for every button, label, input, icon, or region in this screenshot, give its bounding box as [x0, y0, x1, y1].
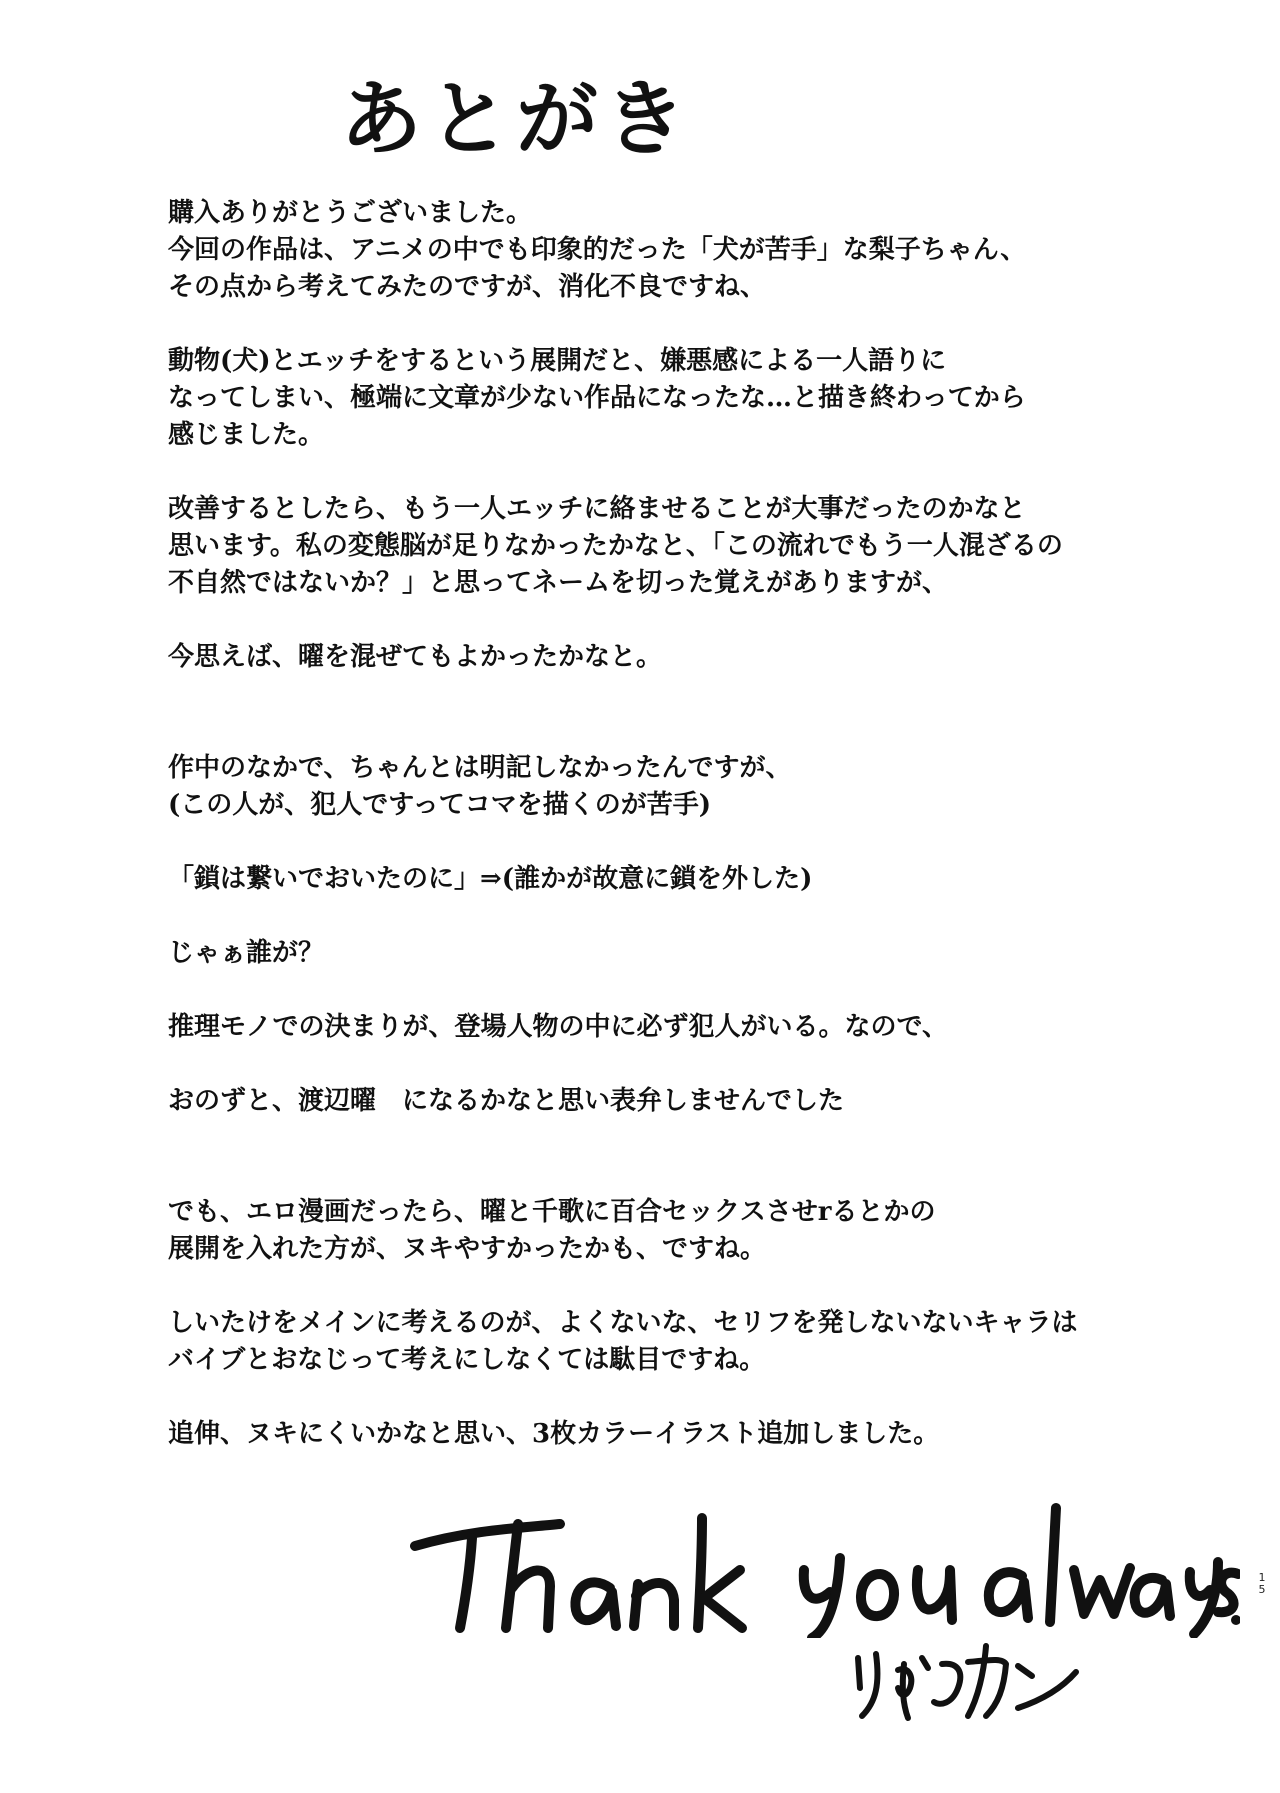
paragraph-chain-quote [168, 861, 1168, 898]
text-line: でも、エロ漫画だったら、曜と千歌に百合セックスさせrるとかの [168, 1197, 936, 1227]
text-line: 追伸、ヌキにくいかなと思い、3枚カラーイラスト追加しました。 [168, 1419, 940, 1449]
text-line: 今思えば、曜を混ぜてもよかったかなと。 [168, 642, 663, 672]
text-line: 不自然ではないか？」と思ってネームを切った覚えがありますが、 [168, 568, 949, 598]
text-line: 感じました。 [168, 420, 325, 450]
paragraph-shiitake [168, 1305, 1168, 1379]
paragraph-development [168, 343, 1168, 454]
paragraph-question [168, 935, 1168, 972]
text-line: 作中のなかで、ちゃんとは明記しなかったんですが、 [168, 753, 792, 783]
paragraph-conclusion [168, 1083, 1168, 1120]
afterword-body [168, 195, 1168, 1453]
text-line: 展開を入れた方が、ヌキやすかったかも、ですね。 [168, 1234, 767, 1264]
text-line: その点から考えてみたのですが、消化不良ですね、 [168, 272, 767, 302]
text-line: しいたけをメインに考えるのが、よくないな、セリフを発しないないキャラは [168, 1308, 1078, 1338]
text-line: 今回の作品は、アニメの中でも印象的だった「犬が苦手」な梨子ちゃん、 [168, 235, 1027, 265]
text-line: バイブとおなじって考えにしなくては駄目ですね。 [168, 1345, 766, 1375]
paragraph-alternative [168, 1194, 1168, 1268]
text-line: じゃぁ誰が？ [168, 938, 325, 968]
paragraph-reflection [168, 639, 1168, 676]
paragraph-culprit-intro [168, 750, 1168, 824]
text-line: なってしまい、極端に文章が少ない作品になったな…と描き終わってから [168, 383, 1026, 413]
text-line: 購入ありがとうございました。 [168, 198, 533, 228]
text-line: 改善するとしたら、もう一人エッチに絡ませることが大事だったのかなと [168, 494, 1026, 524]
handwritten-author-signature [850, 1636, 1080, 1726]
text-line: (この人が、犯人ですってコマを描くのが苦手) [168, 790, 712, 820]
paragraph-thanks [168, 195, 1168, 306]
paragraph-postscript [168, 1416, 1168, 1453]
text-line: 推理モノでの決まりが、登場人物の中に必ず犯人がいる。なので、 [168, 1012, 949, 1042]
text-line: 「鎖は繋いでおいたのに」⇒(誰かが故意に鎖を外した) [168, 864, 813, 894]
paragraph-improvement [168, 491, 1168, 602]
page-number: 1 5 [1258, 1571, 1266, 1596]
page-title: あとがき [340, 72, 693, 167]
handwritten-thanks-signature [410, 1488, 1240, 1638]
text-line: 動物(犬)とエッチをするという展開だと、嫌悪感による一人語りに [168, 346, 947, 376]
text-line: 思います。私の変態脳が足りなかったかなと、「この流れでもう一人混ざるの [168, 531, 1063, 561]
text-line: おのずと、渡辺曜 になるかなと思い表弁しませんでした [168, 1086, 845, 1116]
paragraph-mystery-rule [168, 1009, 1168, 1046]
